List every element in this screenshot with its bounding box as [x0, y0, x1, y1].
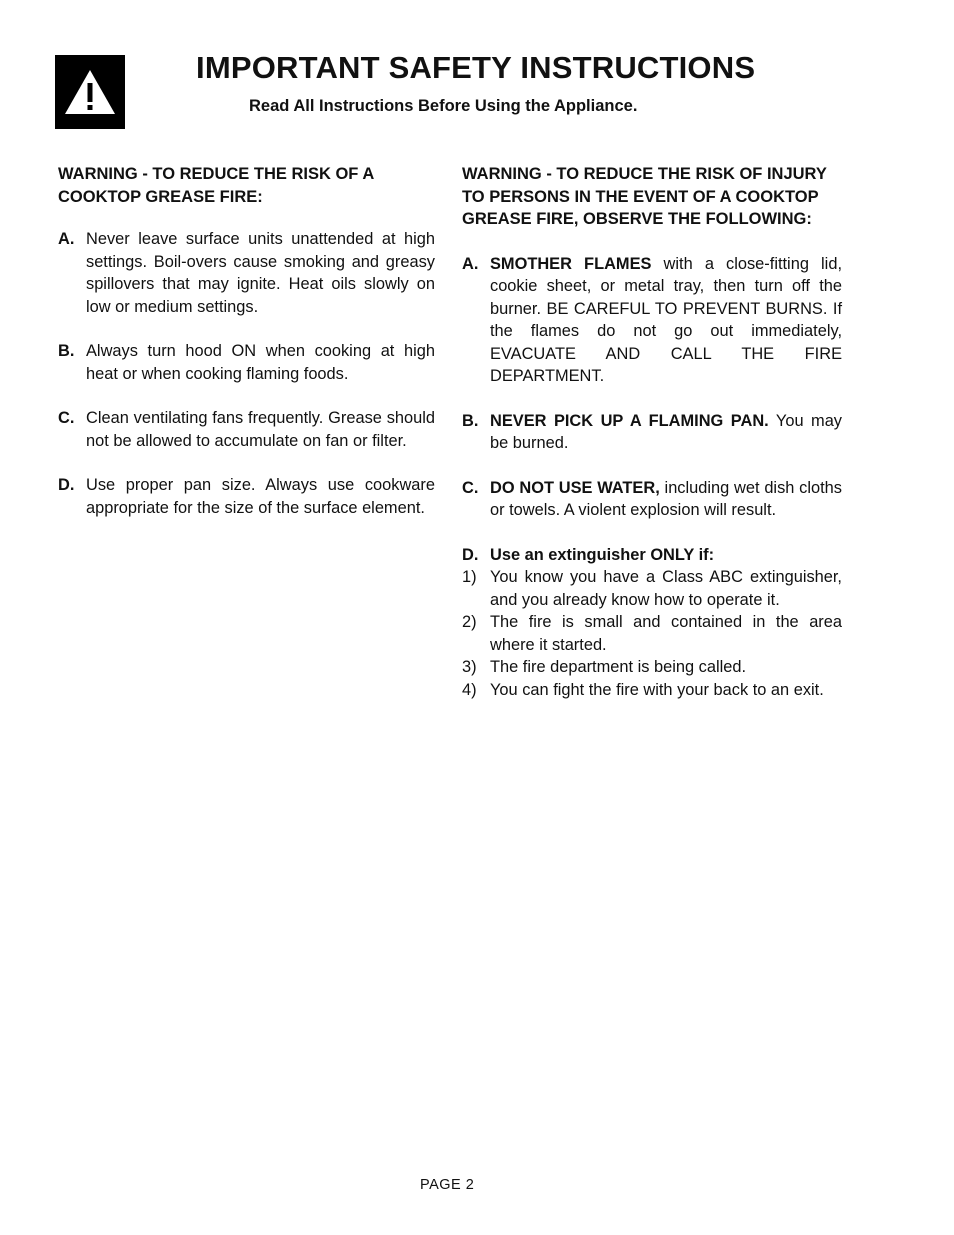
item-bold-lead: SMOTHER FLAMES: [490, 254, 652, 273]
condition-text: You can fight the fire with your back to an exit.: [490, 680, 824, 699]
warning-triangle-icon: [55, 55, 125, 129]
item-text: Always turn hood ON when cooking at high heat or when cooking flaming foods.: [86, 342, 435, 383]
item-letter: C.: [462, 478, 479, 497]
item-rest: including wet dish cloths or towels. A violent explosion will result.: [490, 478, 842, 519]
left-item-b: [58, 340, 435, 385]
item-letter: C.: [58, 409, 75, 427]
right-item-a: [462, 253, 842, 388]
item-text: Use proper pan size. Always use cookware appropriate for the size of the surface element.: [86, 476, 435, 517]
left-item-c: [58, 407, 435, 452]
item-text: [490, 477, 842, 522]
condition-3: [462, 656, 842, 679]
page-title: IMPORTANT SAFETY INSTRUCTIONS: [196, 50, 756, 85]
item-text: Never leave surface units unattended at high settings. Boil-overs cause smoking and greasy spillovers that may ignite. Heat oils slowly on low or medium settings.: [86, 230, 435, 316]
item-letter: A.: [58, 230, 75, 248]
item-letter: A.: [462, 254, 479, 273]
item-text: [490, 253, 842, 388]
right-item-d: [462, 544, 842, 567]
condition-number: 3): [462, 658, 477, 676]
condition-1: [462, 566, 842, 611]
item-letter: B.: [58, 342, 75, 360]
condition-number: 1): [462, 568, 477, 586]
condition-text: You know you have a Class ABC extinguisher, and you already know how to operate it.: [490, 568, 842, 609]
right-item-b: [462, 410, 842, 455]
left-column: [58, 163, 435, 519]
item-bold-lead: Use an extinguisher ONLY if:: [490, 545, 715, 564]
condition-text: The fire is small and contained in the area where it started.: [490, 613, 842, 654]
item-text: [490, 544, 842, 567]
item-text: Clean ventilating fans frequently. Grease should not be allowed to accumulate on fan or filter.: [86, 409, 435, 450]
left-item-a: [58, 228, 435, 318]
right-item-c: [462, 477, 842, 522]
right-heading: WARNING - TO REDUCE THE RISK OF INJURY TO PERSONS IN THE EVENT OF A COOKTOP GREASE FIRE, OBSERVE THE FOLLOWING:: [462, 165, 827, 228]
item-letter: B.: [462, 411, 479, 430]
right-column: [462, 163, 842, 701]
item-letter: D.: [462, 545, 479, 564]
condition-number: 2): [462, 613, 477, 631]
left-heading: WARNING - TO REDUCE THE RISK OF A COOKTOP GREASE FIRE:: [58, 165, 374, 206]
item-letter: D.: [58, 476, 75, 494]
item-bold-lead: DO NOT USE WATER,: [490, 478, 660, 497]
page-subtitle: Read All Instructions Before Using the Appliance.: [249, 97, 638, 115]
item-rest: with a close-fitting lid, cookie sheet, or metal tray, then turn off the burner. BE CAREFUL TO PREVENT BURNS. If the flames do not go out immediately, EVACUATE AND CALL THE FIRE DEPARTMENT.: [490, 254, 842, 385]
page-number: PAGE 2: [420, 1177, 475, 1193]
item-rest: You may be burned.: [490, 411, 843, 452]
condition-4: [462, 679, 842, 702]
item-text: [490, 410, 842, 455]
left-item-d: [58, 474, 435, 519]
condition-number: 4): [462, 680, 477, 699]
item-bold-lead: NEVER PICK UP A FLAMING PAN.: [490, 411, 769, 430]
condition-2: [462, 611, 842, 656]
warning-triangle-icon-svg: [63, 68, 117, 116]
condition-text: The fire department is being called.: [490, 658, 747, 676]
